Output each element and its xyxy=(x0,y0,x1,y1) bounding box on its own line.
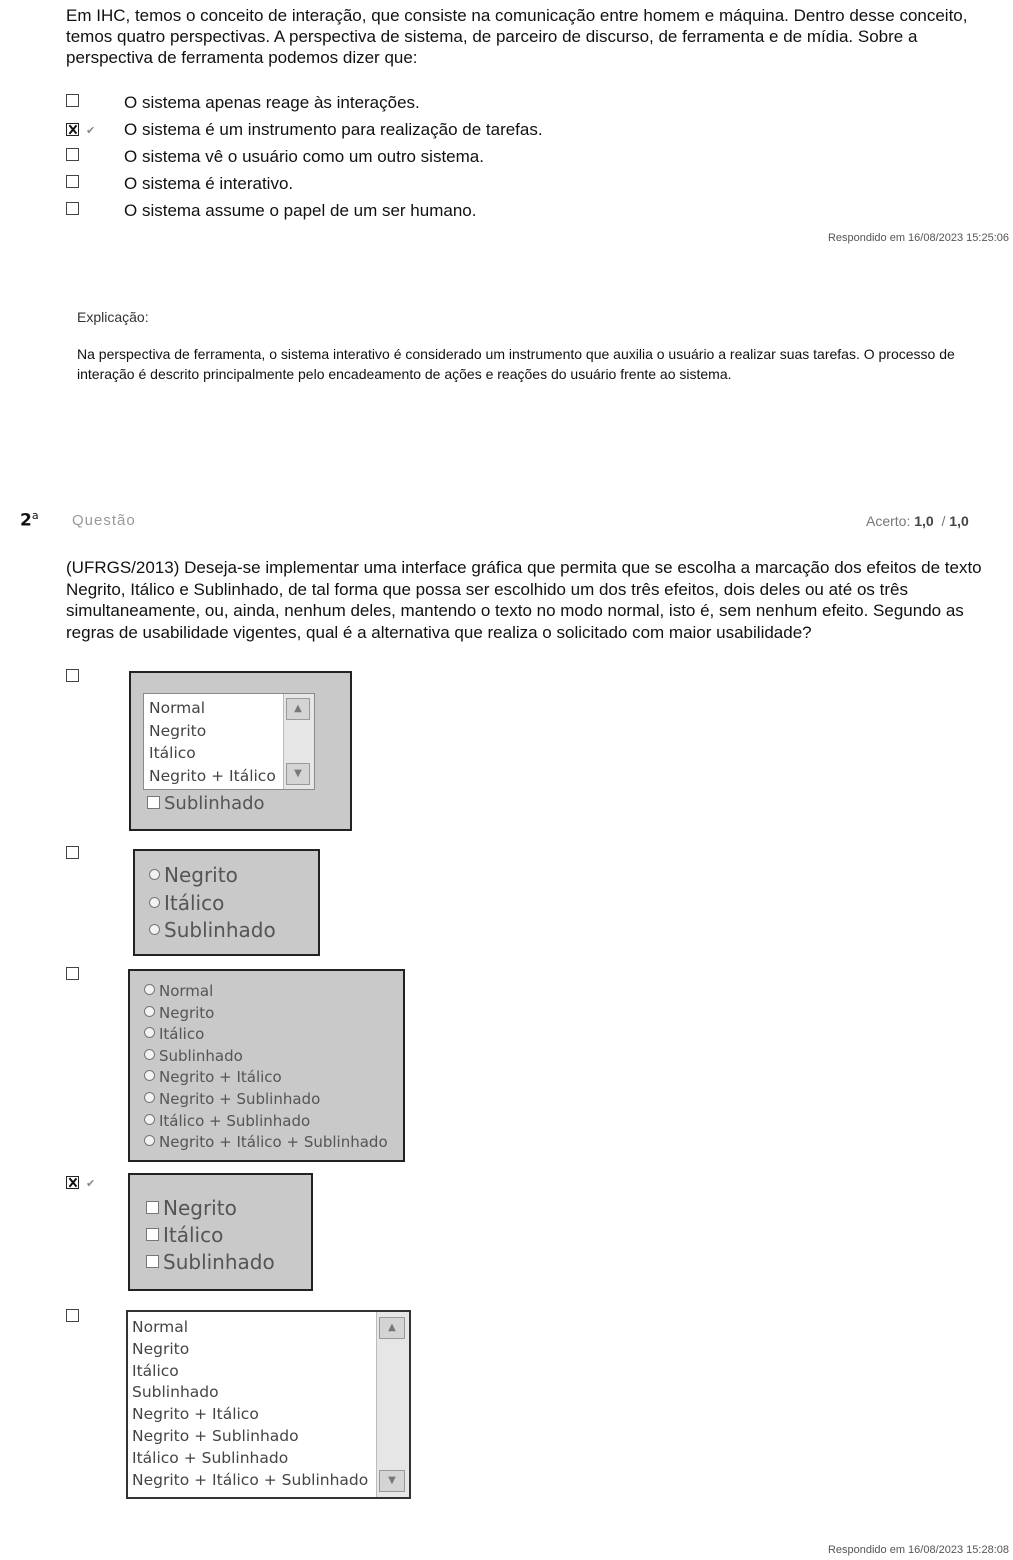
question-label: Questão xyxy=(72,512,136,529)
correct-check-icon: ✔ xyxy=(86,1178,96,1190)
list-item: Itálico xyxy=(149,744,196,762)
scroll-up-icon: ▲ xyxy=(379,1317,405,1339)
radio-item: Itálico xyxy=(149,890,276,918)
q2-answered-timestamp: Respondido em 16/08/2023 15:28:08 xyxy=(827,1544,1009,1556)
radio-item: Negrito + Itálico xyxy=(144,1067,388,1089)
question-2-prompt: (UFRGS/2013) Deseja-se implementar uma interface gráfica que permita que se escolha a marcação dos efeitos de texto Negrito, Itálico e Sublinhado, de tal forma que possa ser escolhido um dos três efeitos, dois deles ou até os três simultaneamente, ou, ainda, nenhum deles, mantendo o texto no modo normal, isto é, sem nenhum efeito. Segundo as regras de usabilidade vigentes, qual é a alternativa que realiza o solicitado com maior usabilidade? xyxy=(66,558,982,642)
q1-option-5-checkbox[interactable] xyxy=(66,202,79,215)
list-item: Negrito xyxy=(149,721,207,740)
q1-option-1-label: O sistema apenas reage às interações. xyxy=(124,93,420,112)
list-item: Sublinhado xyxy=(132,1383,219,1402)
q2-option-b-image xyxy=(133,849,320,956)
question-number: 2$^a$ xyxy=(20,509,39,531)
list-item: Negrito + Itálico + Sublinhado xyxy=(132,1470,369,1489)
list-item: Negrito + Itálico xyxy=(132,1405,259,1424)
radio-item: Itálico + Sublinhado xyxy=(144,1111,388,1133)
q1-option-4-checkbox[interactable] xyxy=(66,175,79,188)
list-item: Negrito + Itálico xyxy=(149,766,276,785)
q1-option-3-label: O sistema vê o usuário como um outro sistema. xyxy=(124,147,484,166)
list-item: Itálico + Sublinhado xyxy=(132,1448,289,1467)
scroll-down-icon: ▼ xyxy=(286,763,310,785)
radio-item: Sublinhado xyxy=(144,1046,388,1068)
checkbox-item: Negrito xyxy=(146,1195,275,1222)
q2-option-a-checkbox[interactable] xyxy=(66,669,79,682)
scrollbar xyxy=(376,1312,409,1497)
q1-option-4-label: O sistema é interativo. xyxy=(124,174,294,193)
list-item: Negrito xyxy=(132,1339,190,1358)
q2-option-d-checkbox[interactable] xyxy=(66,1176,79,1189)
explanation-title: Explicação: xyxy=(77,309,149,325)
sublinhado-checkbox: Sublinhado xyxy=(147,793,265,814)
radio-item: Negrito xyxy=(144,1003,388,1025)
q1-option-2-checkbox[interactable] xyxy=(66,123,79,136)
scroll-up-icon: ▲ xyxy=(286,698,310,720)
radio-item: Negrito + Itálico + Sublinhado xyxy=(144,1132,388,1154)
q1-option-5-label: O sistema assume o papel de um ser humano. xyxy=(124,201,477,220)
scroll-down-icon: ▼ xyxy=(379,1470,405,1492)
score: Acerto: 1,0 / 1,0 xyxy=(866,513,969,529)
q1-option-3-checkbox[interactable] xyxy=(66,148,79,161)
q2-option-a-image xyxy=(129,671,352,831)
radio-item: Normal xyxy=(144,981,388,1003)
radio-item: Sublinhado xyxy=(149,917,276,945)
explanation-text: Na perspectiva de ferramenta, o sistema interativo é considerado um instrumento que auxilia o usuário a realizar suas tarefas. O processo de interação é descrito principalmente pelo encadeamento de ações e reações do usuário frente ao sistema. xyxy=(77,346,955,382)
correct-check-icon: ✔ xyxy=(86,125,96,137)
radio-item: Negrito xyxy=(149,862,276,890)
scrollbar xyxy=(283,694,314,789)
q2-option-b-checkbox[interactable] xyxy=(66,846,79,859)
q2-option-e-image xyxy=(126,1310,411,1499)
checkbox-item: Itálico xyxy=(146,1222,275,1249)
checkbox-item: Sublinhado xyxy=(146,1249,275,1276)
q2-option-d-image xyxy=(128,1173,313,1291)
list-item: Negrito + Sublinhado xyxy=(132,1426,299,1445)
q1-option-1-checkbox[interactable] xyxy=(66,94,79,107)
q1-option-2-label: O sistema é um instrumento para realização de tarefas. xyxy=(124,120,543,139)
q1-answered-timestamp: Respondido em 16/08/2023 15:25:06 xyxy=(827,232,1009,244)
radio-item: Negrito + Sublinhado xyxy=(144,1089,388,1111)
list-item: Normal xyxy=(132,1318,189,1336)
option-a-listbox xyxy=(143,693,315,790)
q2-option-c-checkbox[interactable] xyxy=(66,967,79,980)
question-1-prompt: Em IHC, temos o conceito de interação, que consiste na comunicação entre homem e máquina. Dentro desse conceito, temos quatro perspectivas. A perspectiva de sistema, de parceiro de discurso, de ferramenta e de mídia. Sobre a perspectiva de ferramenta podemos dizer que: xyxy=(66,6,968,67)
radio-item: Itálico xyxy=(144,1024,388,1046)
list-item: Normal xyxy=(149,699,206,717)
q2-option-e-checkbox[interactable] xyxy=(66,1309,79,1322)
list-item: Itálico xyxy=(132,1361,179,1380)
q2-option-c-image xyxy=(128,969,405,1162)
